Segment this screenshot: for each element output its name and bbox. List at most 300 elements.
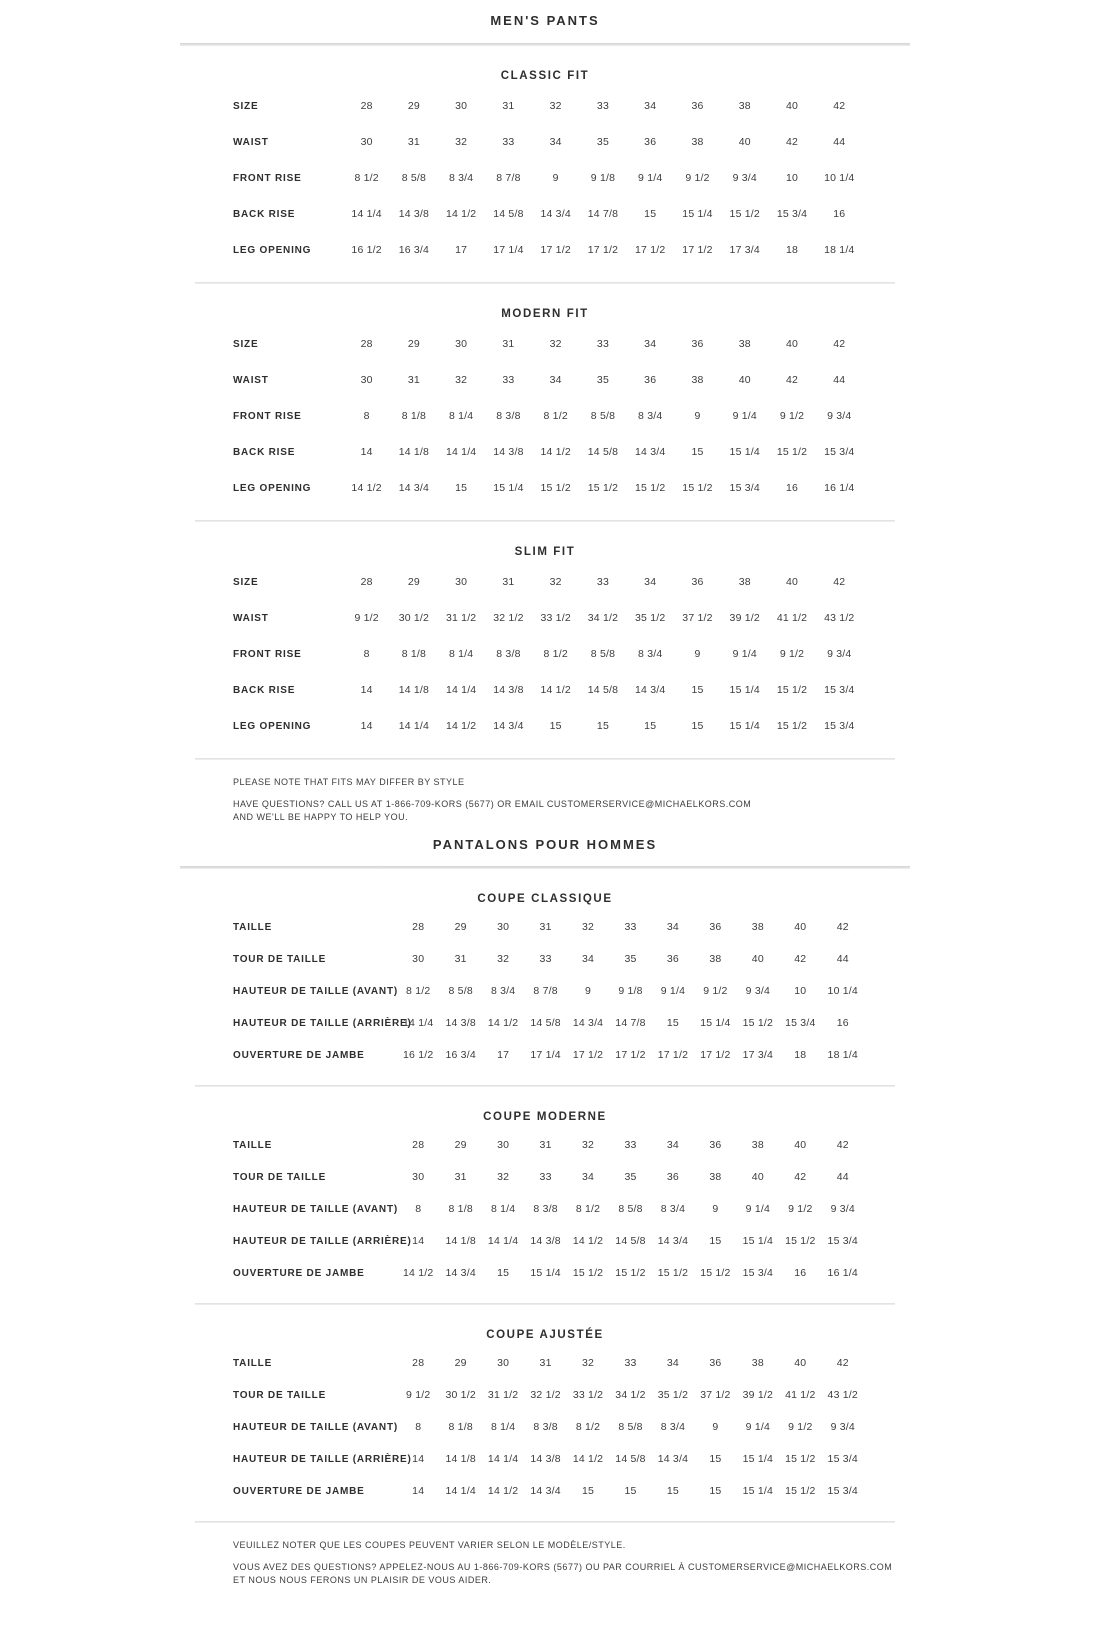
value-cell: 15 (581, 1485, 595, 1497)
value-cell: 14 (412, 1485, 425, 1497)
value-cell: 34 (581, 953, 595, 965)
value-cell: 18 (785, 244, 799, 256)
value-cell: 40 (785, 100, 799, 112)
value-cell: 14 1/8 (398, 684, 430, 696)
row-label: HAUTEUR DE TAILLE (AVANT) (233, 1203, 398, 1215)
value-cell: 33 1/2 (572, 1389, 604, 1401)
value-cell: 40 (794, 1139, 807, 1151)
value-cell: 35 (596, 374, 609, 386)
table-row (233, 434, 863, 470)
table-row (233, 1193, 864, 1225)
section-coupe-ajustee (180, 1305, 910, 1521)
value-cell: 33 (624, 1139, 637, 1151)
table-row (233, 470, 863, 506)
value-cell: 15 3/4 (824, 720, 855, 732)
value-cell: 15 (497, 1267, 510, 1279)
value-cell: 8 (415, 1421, 422, 1433)
value-cell: 15 3/4 (827, 1485, 858, 1497)
value-cell: 44 (833, 136, 846, 148)
table-row (233, 1347, 864, 1379)
value-cell: 17 1/2 (615, 1049, 646, 1061)
value-cell: 15 1/2 (635, 482, 666, 494)
value-cell: 14 1/4 (487, 1453, 519, 1465)
value-cell: 15 1/4 (742, 1235, 774, 1247)
value-cell: 15 (709, 1485, 722, 1497)
value-cell: 36 (644, 136, 657, 148)
value-cell: 29 (454, 1357, 467, 1369)
value-cell: 15 1/2 (776, 446, 808, 458)
value-cell: 8 5/8 (618, 1421, 643, 1433)
value-cell: 43 1/2 (824, 612, 855, 624)
value-cell: 14 3/4 (540, 208, 571, 220)
value-cell: 9 1/4 (732, 648, 757, 660)
value-cell: 32 (497, 1171, 510, 1183)
value-cell: 8 (363, 648, 370, 660)
table-row (233, 88, 863, 124)
value-cell: 31 1/2 (445, 612, 477, 624)
row-label: FRONT RISE (233, 410, 302, 422)
value-cell: 17 1/2 (572, 1049, 604, 1061)
row-label: WAIST (233, 136, 269, 148)
value-cell: 30 (455, 100, 468, 112)
value-cell: 42 (833, 338, 846, 350)
value-cell: 15 1/2 (682, 482, 713, 494)
value-cell: 44 (836, 1171, 849, 1183)
table-row (233, 564, 863, 600)
value-cell: 14 3/4 (657, 1453, 689, 1465)
value-cell: 30 (360, 136, 373, 148)
row-label: TAILLE (233, 1357, 273, 1369)
value-cell: 9 1/2 (354, 612, 379, 624)
value-cell: 30 (497, 1139, 510, 1151)
note-contact-en: HAVE QUESTIONS? CALL US AT 1-866-709-KORS (5677) OR EMAIL CUSTOMERSERVICE@MICHAELKORS.COM AND WE'LL BE HAPPY TO HELP YOU. (233, 799, 752, 822)
value-cell: 14 3/4 (657, 1235, 689, 1247)
value-cell: 15 1/4 (682, 208, 713, 220)
value-cell: 8 1/4 (448, 410, 474, 422)
value-cell: 32 1/2 (493, 612, 524, 624)
value-cell: 15 1/4 (729, 720, 760, 732)
value-cell: 33 (596, 100, 609, 112)
value-cell: 42 (833, 100, 846, 112)
size-table-coupe-classique (233, 911, 864, 1071)
row-label: LEG OPENING (233, 482, 312, 494)
value-cell: 32 (455, 136, 468, 148)
value-cell: 29 (407, 576, 420, 588)
value-cell: 34 1/2 (587, 612, 619, 624)
value-cell: 15 1/2 (785, 1235, 816, 1247)
value-cell: 15 3/4 (785, 1017, 816, 1029)
value-cell: 14 1/2 (487, 1485, 519, 1497)
row-label: LEG OPENING (233, 720, 312, 732)
value-cell: 34 (581, 1171, 595, 1183)
section-title-classic-fit: CLASSIC FIT (500, 70, 590, 82)
value-cell: 17 1/2 (657, 1049, 689, 1061)
value-cell: 14 1/2 (487, 1017, 519, 1029)
value-cell: 33 (596, 338, 609, 350)
table-row (233, 1379, 864, 1411)
value-cell: 30 (497, 1357, 510, 1369)
value-cell: 18 1/4 (827, 1049, 858, 1061)
value-cell: 14 1/2 (351, 482, 382, 494)
value-cell: 36 (644, 374, 657, 386)
value-cell: 8 5/8 (590, 648, 616, 660)
value-cell: 15 1/2 (572, 1267, 604, 1279)
value-cell: 16 3/4 (398, 244, 430, 256)
value-cell: 15 1/2 (615, 1267, 646, 1279)
value-cell: 8 3/4 (638, 410, 663, 422)
value-cell: 15 1/4 (493, 482, 524, 494)
size-table-coupe-ajustee (233, 1347, 864, 1507)
value-cell: 15 1/4 (700, 1017, 731, 1029)
section-title-modern-fit: MODERN FIT (501, 308, 589, 320)
value-cell: 30 (455, 338, 468, 350)
table-row (233, 911, 864, 943)
value-cell: 14 1/4 (445, 684, 477, 696)
section-title-coupe-moderne: COUPE MODERNE (483, 1111, 607, 1123)
value-cell: 15 (666, 1485, 679, 1497)
value-cell: 34 (666, 921, 679, 933)
value-cell: 9 (585, 985, 592, 997)
value-cell: 8 (363, 410, 370, 422)
value-cell: 9 1/2 (788, 1203, 813, 1215)
value-cell: 17 (497, 1049, 510, 1061)
value-cell: 36 (666, 1171, 679, 1183)
value-cell: 42 (794, 1171, 807, 1183)
value-cell: 14 (360, 684, 373, 696)
value-cell: 42 (794, 953, 807, 965)
value-cell: 28 (412, 1139, 425, 1151)
value-cell: 14 1/8 (398, 446, 430, 458)
row-label: TOUR DE TAILLE (233, 1171, 327, 1183)
value-cell: 8 1/2 (406, 985, 431, 997)
row-label: FRONT RISE (233, 172, 302, 184)
table-row (233, 1257, 864, 1289)
value-cell: 15 1/2 (540, 482, 571, 494)
row-label: SIZE (233, 100, 259, 112)
section-coupe-moderne (180, 1087, 910, 1303)
row-label: BACK RISE (233, 208, 296, 220)
value-cell: 17 1/2 (635, 244, 666, 256)
row-label: OUVERTURE DE JAMBE (233, 1267, 365, 1279)
value-cell: 30 (360, 374, 373, 386)
value-cell: 17 1/2 (682, 244, 713, 256)
value-cell: 14 (412, 1235, 425, 1247)
value-cell: 8 3/4 (660, 1203, 686, 1215)
value-cell: 9 3/4 (827, 410, 852, 422)
value-cell: 15 3/4 (824, 684, 855, 696)
value-cell: 14 3/4 (572, 1017, 604, 1029)
value-cell: 8 1/8 (448, 1203, 473, 1215)
value-cell: 15 1/2 (587, 482, 619, 494)
value-cell: 8 7/8 (533, 985, 558, 997)
value-cell: 40 (785, 338, 799, 350)
value-cell: 42 (836, 921, 849, 933)
value-cell: 8 1/4 (490, 1203, 516, 1215)
section-title-coupe-ajustee: COUPE AJUSTÉE (486, 1329, 604, 1341)
section-coupe-classique (180, 869, 910, 1085)
value-cell: 38 (738, 338, 751, 350)
value-cell: 33 (539, 953, 552, 965)
table-row (233, 160, 863, 196)
row-label: BACK RISE (233, 684, 296, 696)
row-label: OUVERTURE DE JAMBE (233, 1485, 365, 1497)
size-table-coupe-moderne (233, 1129, 864, 1289)
value-cell: 31 (502, 576, 515, 588)
value-cell: 8 5/8 (590, 410, 616, 422)
value-cell: 40 (785, 576, 799, 588)
value-cell: 34 1/2 (615, 1389, 646, 1401)
value-cell: 32 (455, 374, 468, 386)
value-cell: 34 (666, 1357, 679, 1369)
value-cell: 9 3/4 (830, 1203, 855, 1215)
value-cell: 32 (549, 338, 562, 350)
value-cell: 8 1/2 (543, 648, 568, 660)
value-cell: 14 3/4 (635, 446, 666, 458)
table-row (233, 232, 863, 268)
note-contact-fr: VOUS AVEZ DES QUESTIONS? APPELEZ-NOUS AU 1-866-709-KORS (5677) OU PAR COURRIEL À CUSTOMERSERVICE@MICHAELKORS.COM ET NOUS NOUS FERONS UN PLAISIR DE VOUS AIDER. (233, 1562, 893, 1585)
value-cell: 40 (794, 1357, 807, 1369)
value-cell: 14 3/4 (493, 720, 524, 732)
value-cell: 29 (454, 921, 467, 933)
value-cell: 36 (691, 338, 704, 350)
page-title-pantalons: PANTALONS POUR HOMMES (432, 837, 658, 852)
value-cell: 30 (497, 921, 510, 933)
value-cell: 14 5/8 (587, 446, 619, 458)
value-cell: 38 (709, 1171, 722, 1183)
value-cell: 17 1/2 (540, 244, 571, 256)
table-row (233, 362, 863, 398)
value-cell: 9 1/2 (779, 410, 805, 422)
page-title-mens-pants: MEN'S PANTS (490, 13, 600, 28)
value-cell: 8 3/8 (496, 410, 521, 422)
value-cell: 14 1/2 (445, 208, 477, 220)
value-cell: 15 1/2 (785, 1485, 816, 1497)
value-cell: 14 1/8 (445, 1453, 476, 1465)
value-cell: 8 1/4 (448, 648, 474, 660)
value-cell: 15 1/2 (776, 684, 808, 696)
value-cell: 9 1/4 (745, 1421, 771, 1433)
value-cell: 15 (709, 1453, 722, 1465)
value-cell: 8 1/8 (401, 648, 427, 660)
value-cell: 33 (596, 576, 609, 588)
value-cell: 14 5/8 (615, 1235, 646, 1247)
section-title-coupe-classique: COUPE CLASSIQUE (477, 893, 613, 905)
value-cell: 9 1/2 (406, 1389, 431, 1401)
value-cell: 14 3/8 (445, 1017, 476, 1029)
value-cell: 31 (454, 1171, 467, 1183)
value-cell: 29 (407, 338, 420, 350)
table-row (233, 398, 863, 434)
value-cell: 33 1/2 (540, 612, 571, 624)
value-cell: 15 3/4 (776, 208, 808, 220)
notes-fr (233, 1523, 910, 1626)
value-cell: 8 5/8 (401, 172, 427, 184)
value-cell: 15 (666, 1017, 679, 1029)
value-cell: 14 1/4 (403, 1017, 434, 1029)
value-cell: 15 3/4 (729, 482, 760, 494)
value-cell: 10 1/4 (827, 985, 858, 997)
value-cell: 15 (549, 720, 562, 732)
value-cell: 14 3/4 (445, 1267, 476, 1279)
value-cell: 35 (596, 136, 609, 148)
row-label: SIZE (233, 338, 259, 350)
value-cell: 43 1/2 (827, 1389, 858, 1401)
table-row (233, 1443, 864, 1475)
value-cell: 35 (624, 953, 637, 965)
row-label: WAIST (233, 374, 269, 386)
value-cell: 14 5/8 (493, 208, 524, 220)
section-classic-fit (180, 46, 910, 282)
value-cell: 10 1/4 (824, 172, 855, 184)
value-cell: 9 1/2 (685, 172, 710, 184)
value-cell: 14 1/2 (572, 1453, 604, 1465)
value-cell: 31 1/2 (487, 1389, 519, 1401)
value-cell: 16 (836, 1017, 849, 1029)
row-label: LEG OPENING (233, 244, 312, 256)
value-cell: 36 (709, 921, 722, 933)
table-row (233, 1411, 864, 1443)
table-row (233, 943, 864, 975)
value-cell: 16 1/4 (824, 482, 855, 494)
value-cell: 8 3/4 (660, 1421, 686, 1433)
value-cell: 44 (836, 953, 849, 965)
value-cell: 9 1/8 (590, 172, 616, 184)
value-cell: 18 1/4 (824, 244, 855, 256)
row-label: HAUTEUR DE TAILLE (ARRIÈRE) (233, 1017, 412, 1029)
value-cell: 44 (833, 374, 846, 386)
value-cell: 34 (644, 338, 657, 350)
value-cell: 31 (539, 1357, 552, 1369)
value-cell: 28 (360, 576, 373, 588)
table-row (233, 1475, 864, 1507)
value-cell: 42 (785, 136, 799, 148)
value-cell: 31 (539, 1139, 552, 1151)
value-cell: 8 5/8 (618, 1203, 643, 1215)
value-cell: 17 1/4 (493, 244, 524, 256)
size-table-slim-fit (233, 564, 863, 744)
value-cell: 9 1/2 (788, 1421, 813, 1433)
value-cell: 29 (454, 1139, 467, 1151)
value-cell: 31 (539, 921, 552, 933)
value-cell: 9 3/4 (745, 985, 771, 997)
value-cell: 9 1/4 (660, 985, 686, 997)
table-row (233, 1007, 864, 1039)
value-cell: 40 (751, 1171, 764, 1183)
value-cell: 37 1/2 (682, 612, 713, 624)
value-cell: 34 (644, 576, 657, 588)
value-cell: 14 1/4 (445, 1485, 476, 1497)
value-cell: 16 1/4 (827, 1267, 858, 1279)
value-cell: 32 (581, 1357, 595, 1369)
value-cell: 40 (794, 921, 807, 933)
value-cell: 15 3/4 (742, 1267, 774, 1279)
value-cell: 14 1/2 (540, 684, 571, 696)
value-cell: 14 (412, 1453, 425, 1465)
value-cell: 14 5/8 (615, 1453, 646, 1465)
value-cell: 16 (833, 208, 846, 220)
value-cell: 9 (552, 172, 559, 184)
value-cell: 17 3/4 (742, 1049, 774, 1061)
value-cell: 14 1/2 (540, 446, 571, 458)
value-cell: 9 3/4 (830, 1421, 855, 1433)
value-cell: 17 3/4 (729, 244, 760, 256)
value-cell: 32 (581, 921, 595, 933)
value-cell: 15 3/4 (827, 1235, 858, 1247)
row-label: HAUTEUR DE TAILLE (ARRIÈRE) (233, 1235, 412, 1247)
value-cell: 15 (455, 482, 468, 494)
row-label: WAIST (233, 612, 269, 624)
value-cell: 14 1/2 (403, 1267, 434, 1279)
value-cell: 40 (738, 136, 751, 148)
value-cell: 8 1/8 (448, 1421, 473, 1433)
value-cell: 14 7/8 (587, 208, 619, 220)
value-cell: 31 (454, 953, 467, 965)
value-cell: 32 1/2 (530, 1389, 561, 1401)
value-cell: 15 (644, 720, 657, 732)
value-cell: 35 (624, 1171, 637, 1183)
value-cell: 14 3/8 (530, 1453, 561, 1465)
value-cell: 14 1/2 (572, 1235, 604, 1247)
value-cell: 42 (833, 576, 846, 588)
row-label: TAILLE (233, 1139, 273, 1151)
value-cell: 42 (836, 1357, 849, 1369)
value-cell: 10 (794, 985, 807, 997)
value-cell: 9 3/4 (732, 172, 757, 184)
value-cell: 33 (502, 136, 515, 148)
table-row (233, 600, 863, 636)
value-cell: 36 (691, 100, 704, 112)
row-label: FRONT RISE (233, 648, 302, 660)
value-cell: 28 (360, 100, 373, 112)
value-cell: 8 5/8 (448, 985, 473, 997)
value-cell: 42 (836, 1139, 849, 1151)
value-cell: 8 (415, 1203, 422, 1215)
value-cell: 31 (407, 136, 420, 148)
value-cell: 9 (694, 648, 701, 660)
value-cell: 31 (502, 100, 515, 112)
value-cell: 8 1/2 (354, 172, 379, 184)
value-cell: 38 (751, 921, 764, 933)
table-row (233, 636, 863, 672)
value-cell: 33 (624, 1357, 637, 1369)
value-cell: 15 3/4 (827, 1453, 858, 1465)
table-row (233, 672, 863, 708)
value-cell: 9 1/8 (618, 985, 643, 997)
value-cell: 8 3/8 (533, 1421, 558, 1433)
row-label: TOUR DE TAILLE (233, 953, 327, 965)
value-cell: 14 1/4 (351, 208, 382, 220)
size-table-classic-fit (233, 88, 863, 268)
value-cell: 33 (624, 921, 637, 933)
value-cell: 33 (502, 374, 515, 386)
value-cell: 38 (738, 576, 751, 588)
section-modern-fit (180, 284, 910, 520)
value-cell: 39 1/2 (729, 612, 760, 624)
value-cell: 8 3/4 (448, 172, 474, 184)
value-cell: 15 1/2 (776, 720, 808, 732)
value-cell: 8 3/8 (496, 648, 521, 660)
value-cell: 8 1/4 (490, 1421, 516, 1433)
value-cell: 31 (407, 374, 420, 386)
value-cell: 14 7/8 (615, 1017, 646, 1029)
value-cell: 15 3/4 (824, 446, 855, 458)
value-cell: 35 1/2 (635, 612, 666, 624)
value-cell: 30 1/2 (445, 1389, 476, 1401)
value-cell: 15 1/4 (729, 446, 760, 458)
value-cell: 38 (751, 1139, 764, 1151)
value-cell: 14 3/4 (530, 1485, 561, 1497)
value-cell: 9 1/2 (703, 985, 728, 997)
